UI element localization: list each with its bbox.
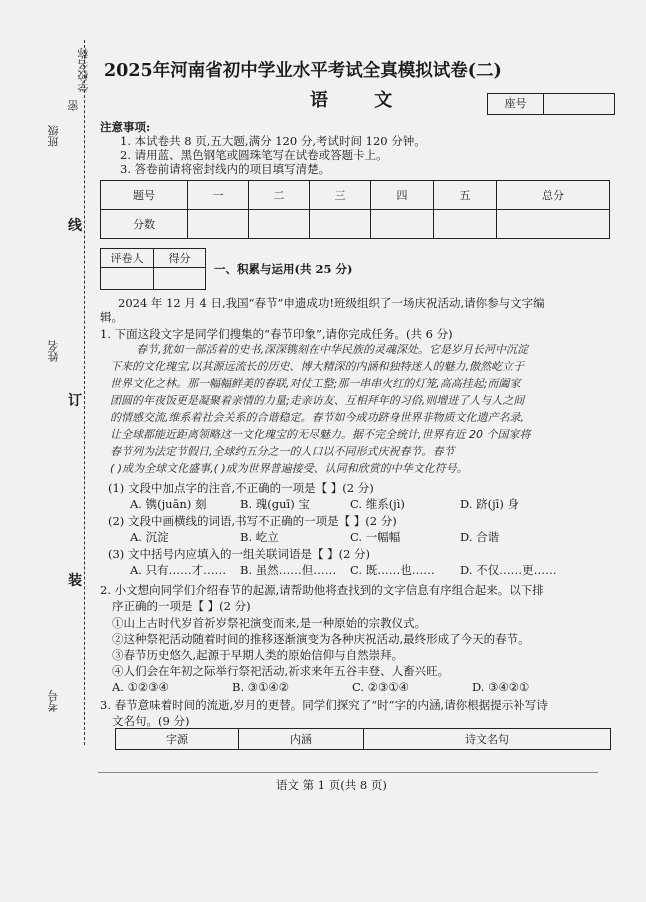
score-cell[interactable] xyxy=(249,210,310,239)
seat-number-label: 座号 xyxy=(488,94,544,114)
option-b[interactable]: B. 虽然……但…… xyxy=(240,563,337,577)
sequence-item: ③春节历史悠久,起源于早期人类的原始信仰与自然崇拜。 xyxy=(112,648,404,662)
score-header-cell: 总分 xyxy=(497,181,610,210)
bind-word-mount: 装 xyxy=(68,570,82,590)
note-item: 2. 请用蓝、黑色钢笔或圆珠笔写在试卷或答题卡上。 xyxy=(120,148,388,162)
option-d[interactable]: D. 跻(jī) 身 xyxy=(460,497,519,511)
exam-no-label: 考号 xyxy=(47,690,60,712)
binding-margin xyxy=(0,0,96,902)
question-1-stem: 1. 下面这段文字是同学们搜集的“春节印象”,请你完成任务。(共 6 分) xyxy=(100,327,453,341)
sequence-item: ④人们会在年初之际举行祭祀活动,祈求来年五谷丰登、人畜兴旺。 xyxy=(112,664,450,678)
question-3-stem: 文名句。(9 分) xyxy=(112,714,190,728)
bind-word-line: 线 xyxy=(68,215,82,235)
grader-box xyxy=(100,248,206,290)
option-c[interactable]: C. ②③①④ xyxy=(352,680,409,694)
option-c[interactable]: C. 维系(jì) xyxy=(350,497,405,511)
passage-line: 让全球都能近距离领略这一文化瑰宝的无尽魅力。据不完全统计,世界有近 20 个国家将 xyxy=(110,428,531,441)
score-header-cell: 三 xyxy=(310,181,371,210)
option-a[interactable]: A. 只有……才…… xyxy=(130,563,227,577)
score-row-label: 分数 xyxy=(101,210,188,239)
class-label: 班级 xyxy=(47,125,60,147)
score-header-cell: 一 xyxy=(188,181,249,210)
q3-header-cell: 内涵 xyxy=(239,729,364,750)
intro-line: 辑。 xyxy=(100,310,123,324)
notes-heading: 注意事项: xyxy=(100,120,151,134)
footer-divider xyxy=(98,772,598,773)
school-label: 学校名称 xyxy=(77,48,90,92)
question-2-stem: 序正确的一项是【 】(2 分) xyxy=(112,599,251,613)
option-a[interactable]: A. 沉淀 xyxy=(130,530,169,544)
note-item: 1. 本试卷共 8 页,五大题,满分 120 分,考试时间 120 分钟。 xyxy=(120,134,426,148)
passage-line: ( )成为全球文化盛事,( )成为世界普遍接受、认同和欣赏的中华文化符号。 xyxy=(110,462,468,475)
sub-question-1: (1) 文段中加点字的注音,不正确的一项是【 】(2 分) xyxy=(108,481,374,495)
exam-title: 2025年河南省初中学业水平考试全真模拟试卷(二) xyxy=(104,61,502,81)
passage-line: 团圆的年夜饭更是凝聚着亲情的力量;走亲访友、互相拜年的习俗,则增进了人与人之间 xyxy=(110,394,525,407)
seat-number-box[interactable] xyxy=(487,93,615,115)
question-3-stem: 3. 春节意味着时间的流逝,岁月的更替。同学们探究了“时”字的内涵,请你根据提示补写诗 xyxy=(100,698,548,712)
option-a[interactable]: A. 镌(juān) 刻 xyxy=(130,497,207,511)
score-cell[interactable] xyxy=(371,210,434,239)
score-cell[interactable] xyxy=(434,210,497,239)
option-b[interactable]: B. 屹立 xyxy=(240,530,279,544)
seal-dashed-line xyxy=(84,40,85,745)
intro-line: 2024 年 12 月 4 日,我国“春节”申遗成功!班级组织了一场庆祝活动,请你参与文字编 xyxy=(118,296,545,310)
q3-header-cell: 字源 xyxy=(116,729,239,750)
sequence-item: ①山上古时代岁首祈岁祭祀演变而来,是一种原始的宗教仪式。 xyxy=(112,616,427,630)
note-item: 3. 答卷前请将密封线内的项目填写清楚。 xyxy=(120,162,331,176)
passage-line: 下来的文化瑰宝,以其源远流长的历史、博大精深的内涵和独特迷人的魅力,傲然屹立于 xyxy=(110,360,524,373)
score-cell[interactable] xyxy=(154,268,206,290)
option-b[interactable]: B. 瑰(guī) 宝 xyxy=(240,497,310,511)
score-cell[interactable] xyxy=(310,210,371,239)
question-2-stem: 2. 小文想向同学们介绍春节的起源,请帮助他将查找到的文字信息有序组合起来。以下排 xyxy=(100,583,544,597)
passage-line: 的情感交流,维系着社会关系的合谐稳定。春节如今成功跻身世界非物质文化遗产名录, xyxy=(110,411,524,424)
score-header-cell: 四 xyxy=(371,181,434,210)
option-d[interactable]: D. 合谐 xyxy=(460,530,500,544)
passage-line: 世界文化之林。那一幅幅鲜美的春联,对仗工整;那一串串火红的灯笼,高高挂起;而阖家 xyxy=(110,377,521,390)
score-header-cell: 题号 xyxy=(101,181,188,210)
name-label: 姓名 xyxy=(47,340,60,362)
option-d[interactable]: D. 不仅……更…… xyxy=(460,563,557,577)
score-table xyxy=(100,180,610,239)
q3-header-cell: 诗文名句 xyxy=(364,729,611,750)
section-heading: 一、积累与运用(共 25 分) xyxy=(214,262,353,276)
option-d[interactable]: D. ③④②① xyxy=(472,680,530,694)
option-c[interactable]: C. 既……也…… xyxy=(350,563,435,577)
q3-table xyxy=(115,728,611,750)
score-cell[interactable] xyxy=(497,210,610,239)
passage-line: 春节,犹如一部活着的史书,深深镌刻在中华民族的灵魂深处。它是岁月长河中沉淀 xyxy=(136,343,528,356)
option-a[interactable]: A. ①②③④ xyxy=(112,680,169,694)
score-label: 得分 xyxy=(154,249,206,268)
score-cell[interactable] xyxy=(188,210,249,239)
grader-cell[interactable] xyxy=(101,268,154,290)
option-c[interactable]: C. 一幅幅 xyxy=(350,530,401,544)
page-footer: 语文 第 1 页(共 8 页) xyxy=(276,778,387,792)
score-header-cell: 二 xyxy=(249,181,310,210)
seal-label: 密 xyxy=(67,100,80,111)
sub-question-3: (3) 文中括号内应填入的一组关联词语是【 】(2 分) xyxy=(108,547,371,561)
passage-line: 春节列为法定节假日,全球约五分之一的人口以不同形式庆祝春节。春节 xyxy=(110,445,455,458)
option-b[interactable]: B. ③①④② xyxy=(232,680,290,694)
sequence-item: ②这种祭祀活动随着时间的推移逐渐演变为各种庆祝活动,最终形成了今天的春节。 xyxy=(112,632,530,646)
sub-question-2: (2) 文段中画横线的词语,书写不正确的一项是【 】(2 分) xyxy=(108,514,397,528)
bind-word-order: 订 xyxy=(68,390,82,410)
score-header-cell: 五 xyxy=(434,181,497,210)
grader-label: 评卷人 xyxy=(101,249,154,268)
subject-title: 语 文 xyxy=(310,90,413,111)
